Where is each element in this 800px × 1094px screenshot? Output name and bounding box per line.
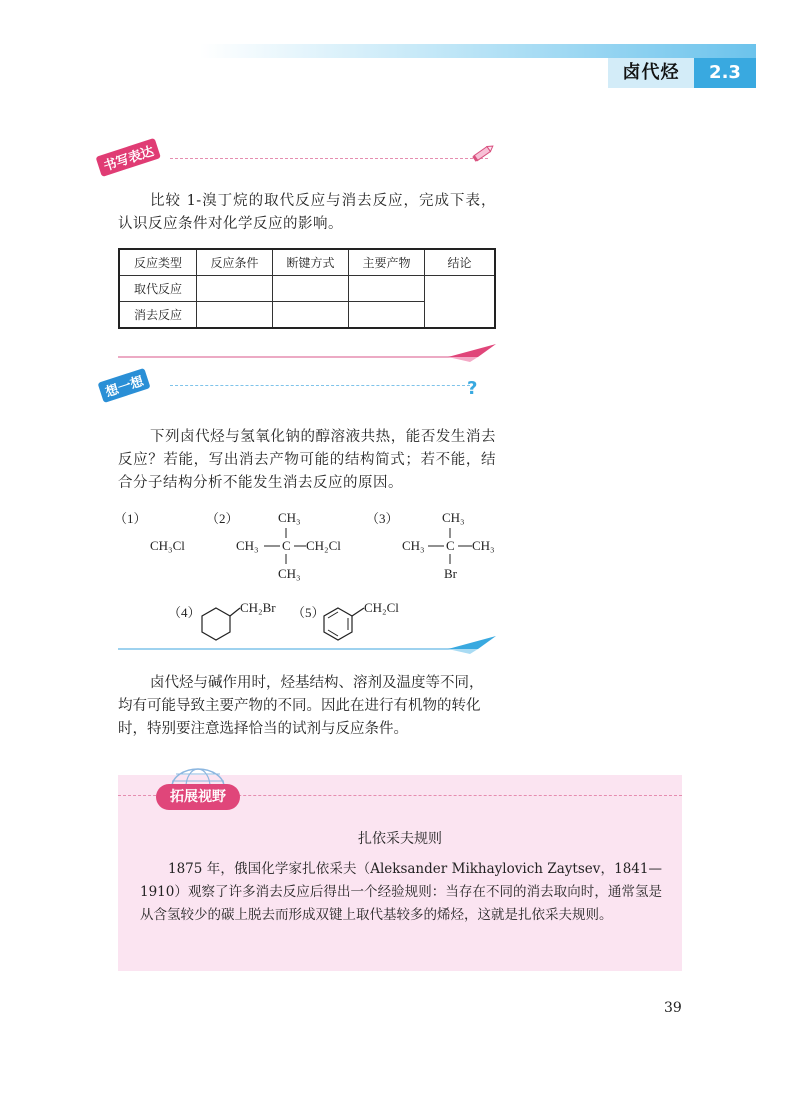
- compound-3-top: CH₃: [442, 510, 465, 525]
- extension-body: 1875 年，俄国化学家扎依采夫（Aleksander Mikhaylovich Zaytsev，1841—1910）观察了许多消去反应后得出一个经验规则：当存在不同的消去取向时，通常氢是从含氢较少的碳上脱去而形成双键上取代基较多的烯烃，这就是扎依采夫规则。: [140, 861, 662, 923]
- table-cell-conclusion: [425, 276, 496, 329]
- compound-2-right: CH₂Cl: [306, 538, 341, 553]
- compound-3-center: C: [446, 538, 455, 553]
- compound-3-right: CH₃: [472, 538, 495, 553]
- table-cell: [273, 302, 349, 329]
- compound-5-substituent: CH₂Cl: [364, 600, 399, 615]
- svg-text:?: ?: [467, 378, 478, 399]
- summary-paragraph: 卤代烃与碱作用时，烃基结构、溶剂及温度等不同，均有可能导致主要产物的不同。因此在进行有机物的转化时，特别要注意选择恰当的试剂与反应条件。: [118, 675, 484, 737]
- table-cell: 取代反应: [119, 276, 197, 302]
- extension-badge: 拓展视野: [156, 784, 240, 810]
- compound-2-bottom: CH₃: [278, 566, 301, 581]
- table-header-cell: 反应类型: [119, 249, 197, 276]
- table-header-row: [119, 249, 495, 276]
- table-cell: [197, 302, 273, 329]
- compound-2-left: CH₃: [236, 538, 259, 553]
- compound-1-label: （1）: [114, 511, 147, 526]
- think-paragraph: 下列卤代烃与氢氧化钠的醇溶液共热，能否发生消去反应？若能，写出消去产物可能的结构简式；若不能，结合分子结构分析不能发生消去反应的原因。: [118, 429, 496, 491]
- compound-2-top: CH₃: [278, 510, 301, 525]
- compound-1-formula: CH₃Cl: [150, 538, 185, 553]
- extension-title: 扎依采夫规则: [358, 831, 442, 847]
- writing-tag: 书写表达: [96, 138, 161, 177]
- compound-2-label: （2）: [206, 511, 239, 526]
- compound-2-bonds: [236, 520, 326, 570]
- table-header-cell: 断键方式: [273, 249, 349, 276]
- compound-2-center: C: [282, 538, 291, 553]
- chapter-title: 卤代烃: [608, 58, 694, 88]
- table-header-cell: 反应条件: [197, 249, 273, 276]
- blue-section-end-strip: [118, 632, 498, 654]
- think-tag: 想一想: [98, 368, 151, 403]
- compound-3-bonds: [400, 520, 480, 570]
- compound-3-label: （3）: [366, 511, 399, 526]
- header-gradient-bar: [200, 44, 756, 58]
- table-cell: [349, 276, 425, 302]
- table-header-cell: 主要产物: [349, 249, 425, 276]
- question-mark-icon: [464, 377, 484, 399]
- table-cell: 消去反应: [119, 302, 197, 329]
- pencil-icon: [470, 142, 496, 164]
- table-cell: [197, 276, 273, 302]
- table-cell: [349, 302, 425, 329]
- pink-section-end-strip: [118, 340, 498, 362]
- comparison-table: [118, 248, 496, 329]
- compound-4-substituent: CH₂Br: [240, 600, 276, 615]
- compound-3-bottom: Br: [444, 566, 457, 581]
- think-divider: [170, 385, 470, 386]
- page-number: 39: [664, 1000, 682, 1016]
- writing-divider: [170, 158, 488, 159]
- compound-4-label: （4）: [168, 605, 201, 620]
- table-cell: [273, 276, 349, 302]
- compound-5-label: （5）: [292, 605, 325, 620]
- compound-3-left: CH₃: [402, 538, 425, 553]
- table-row: [119, 276, 495, 302]
- table-header-cell: 结论: [425, 249, 496, 276]
- writing-paragraph: 比较 1-溴丁烷的取代反应与消去反应，完成下表，认识反应条件对化学反应的影响。: [118, 193, 496, 232]
- section-number: 2.3: [694, 58, 756, 88]
